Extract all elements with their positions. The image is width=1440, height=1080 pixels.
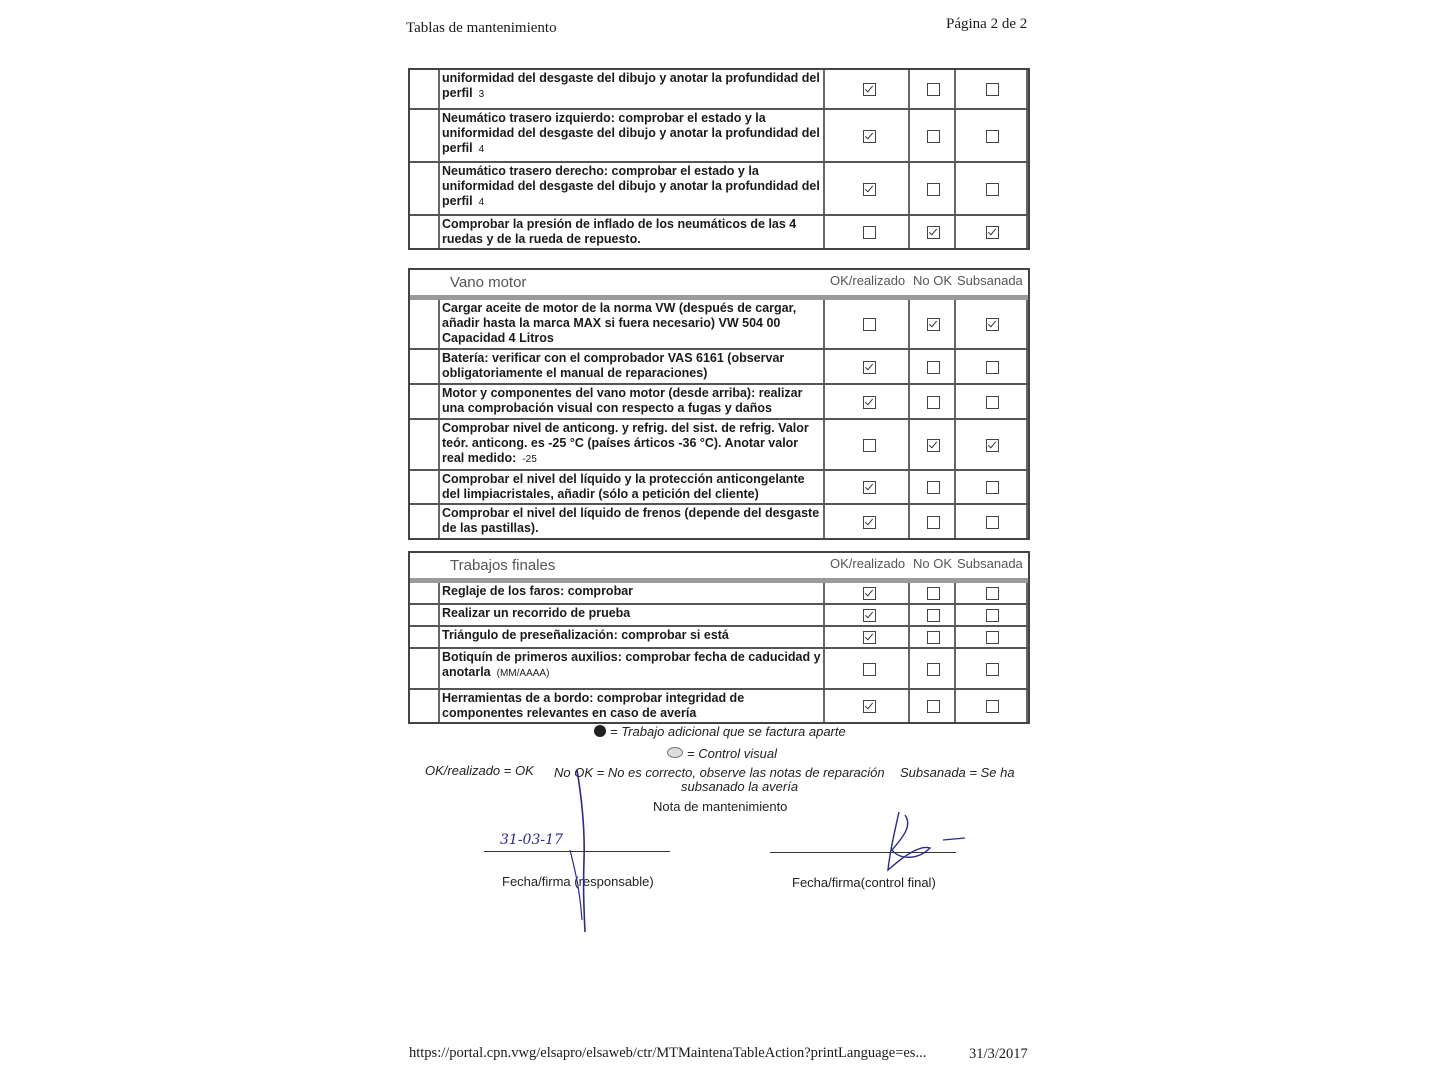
row-text: Batería: verificar con el comprobador VAS 6161 (observar obligatoriamente el manual de reparaciones) — [442, 351, 785, 380]
legend-ok: OK/realizado = OK — [425, 763, 534, 778]
footer-url: https://portal.cpn.vwg/elsapro/elsaweb/ctr/MTMaintenaTableAction?printLanguage=es... — [409, 1045, 927, 1061]
row-text: Comprobar la presión de inflado de los neumáticos de las 4 ruedas y de la rueda de repuesto. — [442, 217, 797, 246]
footer-date: 31/3/2017 — [969, 1046, 1028, 1062]
document-title: Tablas de mantenimiento — [406, 20, 557, 36]
row-text: Neumático trasero izquierdo: comprobar el estado y la uniformidad del desgaste del dibujo y anotar la profundidad del perfil — [442, 111, 820, 155]
row-recorded-value: 4 — [478, 197, 485, 208]
row-recorded-value: 4 — [478, 144, 485, 155]
section-title: Trabajos finales — [450, 557, 556, 574]
col-ok-header: OK/realizado — [830, 556, 906, 571]
col-nok-header: No OK — [913, 273, 953, 288]
row-text: Triángulo de preseñalización: comprobar si está — [442, 628, 729, 642]
row-text: uniformidad del desgaste del dibujo y anotar la profundidad del perfil — [442, 71, 820, 100]
maintenance-note-title: Nota de mantenimiento — [653, 799, 788, 814]
row-text: Motor y componentes del vano motor (desde arriba): realizar una comprobación visual con respecto a fugas y daños — [442, 386, 803, 415]
row-text: Comprobar nivel de anticong. y refrig. del sist. de refrig. Valor teór. anticong. es -25 °C (países árticos -36 °C). Anotar valor real medido: — [442, 421, 809, 465]
row-text: Comprobar el nivel del líquido y la protección anticongelante del limpiacristales, añadir (sólo a petición del cliente) — [442, 472, 805, 501]
row-recorded-value: 3 — [478, 89, 485, 100]
legend-extra-work: = Trabajo adicional que se factura aparte — [594, 724, 846, 739]
legend-nok: No OK = No es correcto, observe las notas de reparación — [554, 765, 885, 780]
row-recorded-value: (MM/AAAA) — [496, 668, 550, 679]
signature-label-left: Fecha/firma (responsable) — [502, 874, 654, 889]
row-text: Neumático trasero derecho: comprobar el estado y la uniformidad del desgaste del dibujo y anotar la profundidad del perfil — [442, 164, 820, 208]
page-number: Página 2 de 2 — [946, 16, 1028, 32]
row-text: Comprobar el nivel del líquido de frenos (depende del desgaste de las pastillas). — [442, 506, 820, 535]
col-nok-header: No OK — [913, 556, 953, 571]
col-fixed-header: Subsanada — [957, 556, 1023, 571]
legend-visual-check: = Control visual — [667, 746, 777, 761]
row-text: Cargar aceite de motor de la norma VW (después de cargar, añadir hasta la marca MAX si fuera necesario) VW 504 00 Capacidad 4 Litros — [442, 301, 797, 345]
row-text: Herramientas de a bordo: comprobar integridad de componentes relevantes en caso de avería — [442, 691, 745, 720]
col-fixed-header: Subsanada — [957, 273, 1023, 288]
row-text: Reglaje de los faros: comprobar — [442, 584, 634, 598]
legend-nok-cont: subsanado la avería — [681, 779, 799, 794]
handwritten-date: 31-03-17 — [500, 832, 563, 848]
row-text: Realizar un recorrido de prueba — [442, 606, 631, 620]
signature-label-right: Fecha/firma(control final) — [792, 875, 936, 890]
row-text: Botiquín de primeros auxilios: comprobar fecha de caducidad y anotarla — [442, 650, 821, 679]
legend-fixed: Subsanada = Se ha — [900, 765, 1015, 780]
row-recorded-value: -25 — [522, 454, 537, 465]
section-title: Vano motor — [450, 274, 527, 291]
col-ok-header: OK/realizado — [830, 273, 906, 288]
